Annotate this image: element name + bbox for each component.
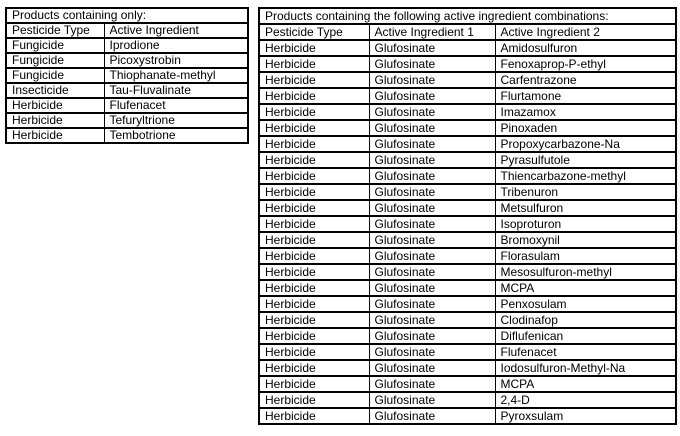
- table-cell: Herbicide: [259, 136, 369, 152]
- table-row: [259, 184, 676, 200]
- table-cell: Pyrasulfutole: [495, 152, 676, 168]
- table-row: [259, 200, 676, 216]
- table-cell: Fungicide: [6, 68, 104, 83]
- table-cell: Tau-Fluvalinate: [104, 83, 248, 98]
- table-cell: Penxosulam: [495, 296, 676, 312]
- table-cell: Clodinafop: [495, 312, 676, 328]
- table-cell: Carfentrazone: [495, 72, 676, 88]
- table-cell: Glufosinate: [369, 328, 495, 344]
- table-cell: Glufosinate: [369, 40, 495, 56]
- table-row: [259, 72, 676, 88]
- table-cell: Glufosinate: [369, 344, 495, 360]
- table-cell: Tefuryltrione: [104, 113, 248, 128]
- table-cell: Herbicide: [259, 152, 369, 168]
- table-cell: Herbicide: [259, 88, 369, 104]
- table-cell: Mesosulfuron-methyl: [495, 264, 676, 280]
- table-cell: Herbicide: [259, 40, 369, 56]
- table-cell: Flufenacet: [104, 98, 248, 113]
- table-cell: Herbicide: [259, 120, 369, 136]
- table-cell: Herbicide: [259, 72, 369, 88]
- table-cell: Herbicide: [259, 168, 369, 184]
- table-cell: Glufosinate: [369, 232, 495, 248]
- table-header-row: [6, 23, 248, 38]
- table-cell: Glufosinate: [369, 56, 495, 72]
- table-cell: Glufosinate: [369, 72, 495, 88]
- table-cell: Glufosinate: [369, 168, 495, 184]
- table-row: [6, 98, 248, 113]
- table-cell: Glufosinate: [369, 216, 495, 232]
- table-row: [259, 104, 676, 120]
- table-cell: Glufosinate: [369, 200, 495, 216]
- table-row: [6, 38, 248, 53]
- table-row: [259, 280, 676, 296]
- table-cell: Herbicide: [259, 328, 369, 344]
- table-cell: Herbicide: [259, 344, 369, 360]
- table-cell: Propoxycarbazone-Na: [495, 136, 676, 152]
- table-row: [6, 53, 248, 68]
- table-header-row: [259, 24, 676, 40]
- table-row: [259, 360, 676, 376]
- table-row: [6, 128, 248, 143]
- ingredient-combinations-table-grid: [258, 7, 677, 425]
- table-cell: Glufosinate: [369, 360, 495, 376]
- table-cell: Glufosinate: [369, 104, 495, 120]
- table-cell: Herbicide: [259, 360, 369, 376]
- table-row: [259, 264, 676, 280]
- table-cell: Isoproturon: [495, 216, 676, 232]
- table-cell: Bromoxynil: [495, 232, 676, 248]
- table-title-row: [6, 8, 248, 23]
- table-cell: Insecticide: [6, 83, 104, 98]
- table-cell: Glufosinate: [369, 152, 495, 168]
- table-cell: Fungicide: [6, 38, 104, 53]
- table-cell: Tembotrione: [104, 128, 248, 143]
- table-row: [259, 392, 676, 408]
- table-cell: Glufosinate: [369, 184, 495, 200]
- table-cell: MCPA: [495, 280, 676, 296]
- table-row: [259, 216, 676, 232]
- table-row: [259, 376, 676, 392]
- table-cell: Fungicide: [6, 53, 104, 68]
- table-row: [259, 56, 676, 72]
- table-cell: Herbicide: [259, 392, 369, 408]
- table-cell: Herbicide: [259, 232, 369, 248]
- table-cell: Glufosinate: [369, 120, 495, 136]
- table-body: [259, 40, 676, 424]
- table-cell: MCPA: [495, 376, 676, 392]
- table-row: [6, 83, 248, 98]
- table-cell: Flufenacet: [495, 344, 676, 360]
- table-cell: Glufosinate: [369, 312, 495, 328]
- table-row: [259, 296, 676, 312]
- products-only-table: [5, 7, 249, 144]
- table-cell: Herbicide: [259, 104, 369, 120]
- table-cell: Florasulam: [495, 248, 676, 264]
- table-cell: Flurtamone: [495, 88, 676, 104]
- table-cell: Glufosinate: [369, 136, 495, 152]
- table-cell: Iodosulfuron-Methyl-Na: [495, 360, 676, 376]
- table-row: [259, 40, 676, 56]
- col-header-active-ingredient: Active Ingredient: [104, 23, 248, 38]
- table-cell: Herbicide: [6, 113, 104, 128]
- table-cell: Glufosinate: [369, 296, 495, 312]
- table-row: [259, 232, 676, 248]
- combinations-title: Products containing the following active ingredient combinations:: [259, 8, 676, 24]
- col-header-active-ingredient-1: Active Ingredient 1: [369, 24, 495, 40]
- table-cell: Iprodione: [104, 38, 248, 53]
- table-cell: Herbicide: [259, 312, 369, 328]
- table-cell: Herbicide: [6, 98, 104, 113]
- table-row: [259, 344, 676, 360]
- table-cell: Glufosinate: [369, 264, 495, 280]
- table-cell: Picoxystrobin: [104, 53, 248, 68]
- table-cell: Herbicide: [259, 184, 369, 200]
- table-row: [259, 248, 676, 264]
- products-only-title: Products containing only:: [6, 8, 248, 23]
- table-row: [6, 113, 248, 128]
- table-cell: Thiencarbazone-methyl: [495, 168, 676, 184]
- table-cell: Herbicide: [259, 376, 369, 392]
- table-row: [259, 168, 676, 184]
- table-cell: Herbicide: [259, 200, 369, 216]
- table-cell: Glufosinate: [369, 408, 495, 424]
- table-row: [259, 152, 676, 168]
- table-cell: Imazamox: [495, 104, 676, 120]
- table-cell: Glufosinate: [369, 88, 495, 104]
- table-row: [259, 88, 676, 104]
- table-cell: Glufosinate: [369, 248, 495, 264]
- table-cell: Fenoxaprop-P-ethyl: [495, 56, 676, 72]
- col-header-pesticide-type: Pesticide Type: [6, 23, 104, 38]
- table-cell: Pinoxaden: [495, 120, 676, 136]
- table-cell: Herbicide: [259, 408, 369, 424]
- table-cell: Herbicide: [259, 264, 369, 280]
- table-cell: Glufosinate: [369, 392, 495, 408]
- table-cell: Herbicide: [259, 248, 369, 264]
- table-row: [259, 328, 676, 344]
- table-cell: Diflufenican: [495, 328, 676, 344]
- table-cell: Tribenuron: [495, 184, 676, 200]
- table-cell: Glufosinate: [369, 376, 495, 392]
- table-row: [6, 68, 248, 83]
- products-only-table-grid: [5, 7, 249, 144]
- table-row: [259, 408, 676, 424]
- col-header-active-ingredient-2: Active Ingredient 2: [495, 24, 676, 40]
- table-title-row: [259, 8, 676, 24]
- table-cell: Herbicide: [259, 216, 369, 232]
- ingredient-combinations-table: [258, 7, 677, 425]
- table-row: [259, 136, 676, 152]
- col-header-pesticide-type: Pesticide Type: [259, 24, 369, 40]
- table-cell: 2,4-D: [495, 392, 676, 408]
- table-cell: Pyroxsulam: [495, 408, 676, 424]
- table-cell: Herbicide: [259, 296, 369, 312]
- table-row: [259, 120, 676, 136]
- table-row: [259, 312, 676, 328]
- table-cell: Amidosulfuron: [495, 40, 676, 56]
- table-body: [6, 38, 248, 143]
- table-cell: Herbicide: [259, 280, 369, 296]
- table-cell: Thiophanate-methyl: [104, 68, 248, 83]
- table-cell: Herbicide: [259, 56, 369, 72]
- table-cell: Glufosinate: [369, 280, 495, 296]
- table-cell: Metsulfuron: [495, 200, 676, 216]
- table-cell: Herbicide: [6, 128, 104, 143]
